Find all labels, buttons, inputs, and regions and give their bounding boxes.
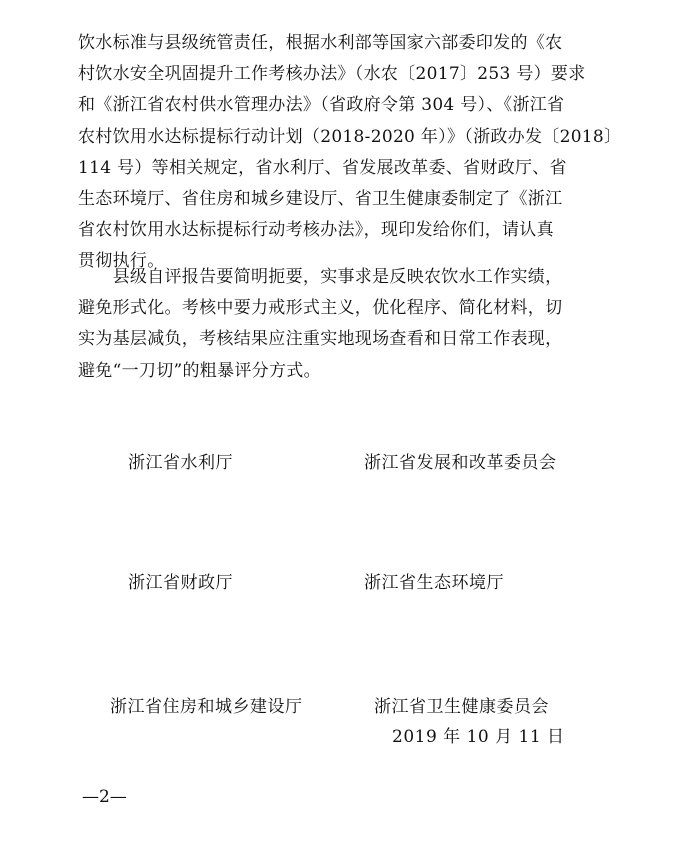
signature-finance-department: 浙江省财政厅 bbox=[128, 573, 233, 593]
paragraph-line: 实为基层减负，考核结果应注重实地现场查看和日常工作表现， bbox=[78, 329, 563, 350]
paragraph-line: 省农村饮用水达标提标行动考核办法》，现印发给你们，请认真 bbox=[78, 220, 554, 241]
signature-ecology-environment-department: 浙江省生态环境厅 bbox=[364, 573, 504, 593]
paragraph-line: 村饮水安全巩固提升工作考核办法》（水农〔2017〕253 号）要求 bbox=[78, 64, 586, 85]
page-number: —2— bbox=[82, 787, 127, 807]
body-paragraph-2 bbox=[78, 262, 623, 387]
signature-water-resources-department: 浙江省水利厅 bbox=[128, 453, 233, 473]
signature-housing-construction-department: 浙江省住房和城乡建设厅 bbox=[110, 697, 303, 717]
paragraph-line: 生态环境厅、省住房和城乡建设厅、省卫生健康委制定了《浙江 bbox=[78, 189, 563, 210]
paragraph-line: 饮水标准与县级统管责任，根据水利部等国家六部委印发的《农 bbox=[78, 33, 563, 53]
paragraph-line: 和《浙江省农村供水管理办法》（省政府令第 304 号）、《浙江省 bbox=[78, 95, 565, 116]
signature-health-commission: 浙江省卫生健康委员会 bbox=[374, 697, 549, 717]
paragraph-line: 县级自评报告要简明扼要，实事求是反映农饮水工作实绩， bbox=[78, 267, 563, 287]
body-paragraph-1 bbox=[78, 28, 623, 278]
document-date: 2019 年 10 月 11 日 bbox=[392, 727, 565, 747]
signature-development-reform-commission: 浙江省发展和改革委员会 bbox=[364, 453, 557, 473]
paragraph-line: 避免“一刀切”的粗暴评分方式。 bbox=[78, 360, 321, 381]
paragraph-line: 114 号）等相关规定，省水利厅、省发展改革委、省财政厅、省 bbox=[78, 157, 567, 178]
paragraph-line: 贯彻执行。 bbox=[78, 251, 165, 272]
paragraph-line: 避免形式化。考核中要力戒形式主义，优化程序、简化材料，切 bbox=[78, 298, 563, 319]
paragraph-line: 农村饮用水达标提标行动计划（2018-2020 年）》（浙政办发〔2018〕 bbox=[78, 126, 622, 147]
